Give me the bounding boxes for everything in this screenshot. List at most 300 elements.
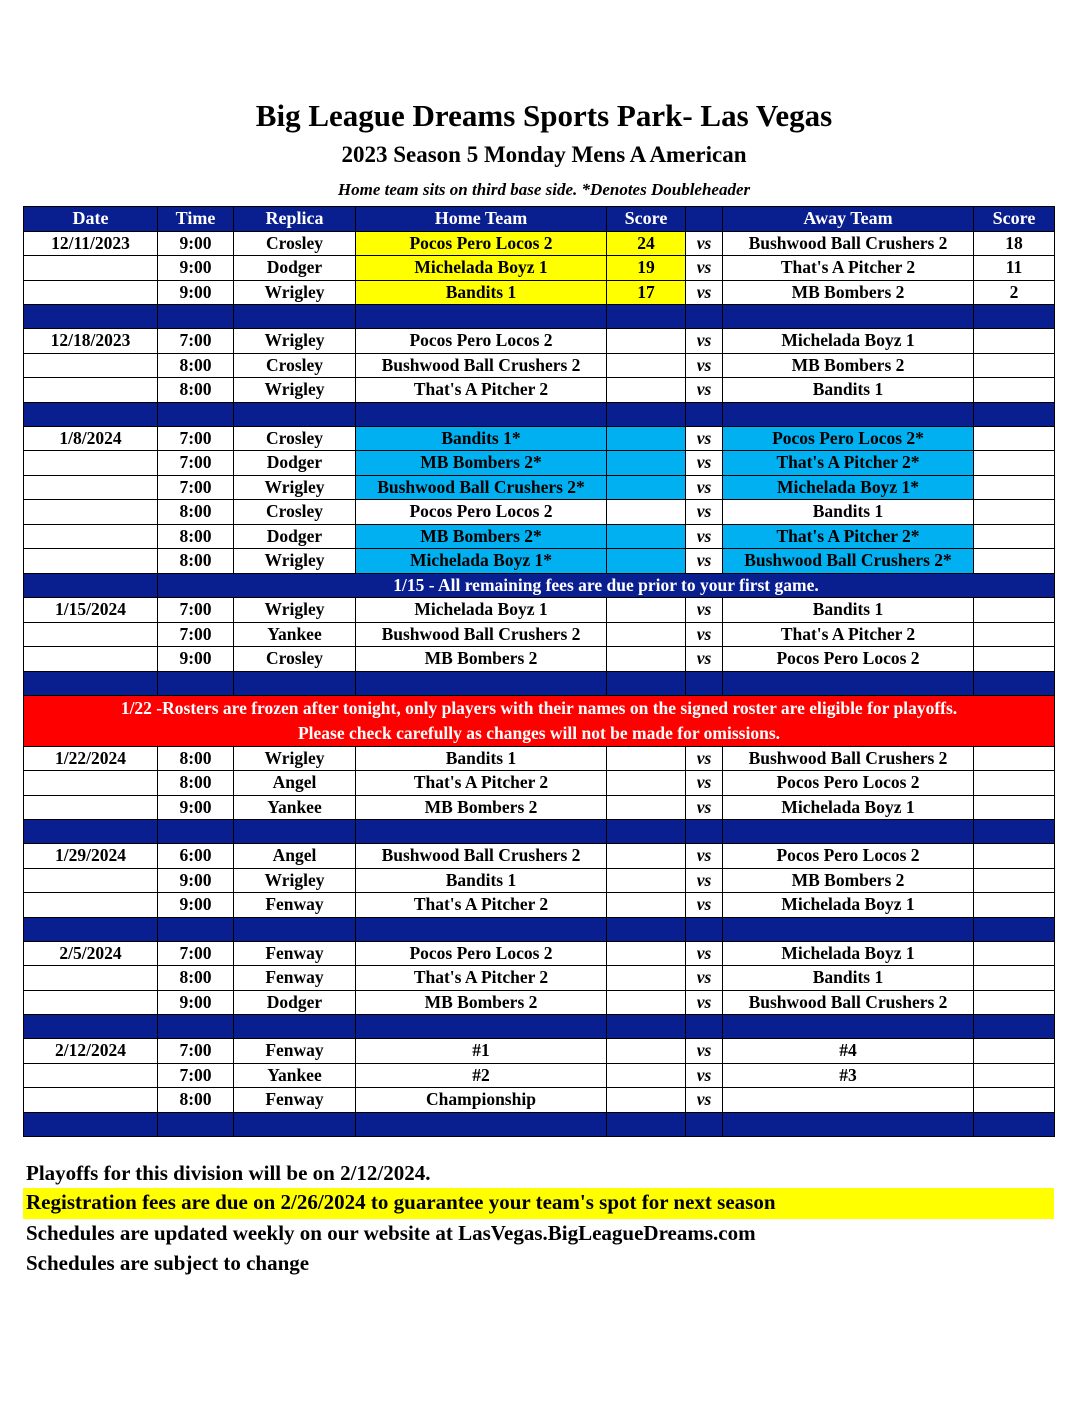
cell-time: 7:00 <box>158 451 234 476</box>
cell-time: 9:00 <box>158 868 234 893</box>
cell-time: 8:00 <box>158 1088 234 1113</box>
separator-cell <box>234 820 356 844</box>
cell-vs: vs <box>686 746 723 771</box>
cell-home-team: Michelada Boyz 1* <box>356 549 607 574</box>
cell-replica: Dodger <box>234 451 356 476</box>
footer-playoffs: Playoffs for this division will be on 2/12/2024. <box>26 1161 431 1185</box>
game-row <box>24 941 1055 966</box>
cell-away-score <box>974 1039 1055 1064</box>
cell-home-score <box>607 893 686 918</box>
cell-vs: vs <box>686 256 723 281</box>
separator-cell <box>723 402 974 426</box>
cell-away-score <box>974 451 1055 476</box>
cell-time: 9:00 <box>158 647 234 672</box>
separator-cell <box>158 402 234 426</box>
game-row <box>24 329 1055 354</box>
cell-home-team: That's A Pitcher 2 <box>356 378 607 403</box>
cell-date: 2/5/2024 <box>24 941 158 966</box>
cell-replica: Angel <box>234 844 356 869</box>
cell-home-score <box>607 622 686 647</box>
cell-home-team: Michelada Boyz 1 <box>356 598 607 623</box>
cell-time: 9:00 <box>158 893 234 918</box>
separator-cell <box>356 1112 607 1136</box>
separator-cell <box>234 1112 356 1136</box>
cell-home-score <box>607 795 686 820</box>
footer-website: Schedules are updated weekly on our website at LasVegas.BigLeagueDreams.com <box>26 1221 756 1245</box>
separator-cell <box>158 917 234 941</box>
cell-vs: vs <box>686 966 723 991</box>
cell-date <box>24 771 158 796</box>
cell-away-team: Bandits 1 <box>723 598 974 623</box>
cell-away-team: Michelada Boyz 1 <box>723 893 974 918</box>
cell-vs: vs <box>686 941 723 966</box>
cell-home-score <box>607 1088 686 1113</box>
cell-home-team: Bandits 1 <box>356 868 607 893</box>
cell-time: 7:00 <box>158 1063 234 1088</box>
separator-row <box>24 305 1055 329</box>
cell-vs: vs <box>686 378 723 403</box>
cell-away-score <box>974 329 1055 354</box>
cell-replica: Angel <box>234 771 356 796</box>
cell-home-team: Bushwood Ball Crushers 2 <box>356 844 607 869</box>
cell-replica: Crosley <box>234 647 356 672</box>
cell-time: 7:00 <box>158 329 234 354</box>
cell-home-score <box>607 378 686 403</box>
cell-away-score <box>974 378 1055 403</box>
cell-time: 8:00 <box>158 771 234 796</box>
cell-vs: vs <box>686 1063 723 1088</box>
cell-date <box>24 280 158 305</box>
cell-home-team: MB Bombers 2* <box>356 451 607 476</box>
cell-home-score: 19 <box>607 256 686 281</box>
cell-home-score <box>607 966 686 991</box>
cell-home-team: #2 <box>356 1063 607 1088</box>
game-row <box>24 549 1055 574</box>
footer-subject-to-change: Schedules are subject to change <box>26 1251 310 1275</box>
cell-home-score <box>607 941 686 966</box>
cell-away-team: #4 <box>723 1039 974 1064</box>
separator-cell <box>158 1015 234 1039</box>
cell-vs: vs <box>686 844 723 869</box>
cell-away-team: That's A Pitcher 2 <box>723 256 974 281</box>
cell-replica: Crosley <box>234 231 356 256</box>
game-row <box>24 795 1055 820</box>
cell-away-score <box>974 426 1055 451</box>
cell-away-score: 18 <box>974 231 1055 256</box>
separator-cell <box>974 1112 1055 1136</box>
cell-time: 9:00 <box>158 231 234 256</box>
cell-date <box>24 353 158 378</box>
separator-cell <box>356 305 607 329</box>
cell-replica: Crosley <box>234 500 356 525</box>
cell-away-score <box>974 622 1055 647</box>
separator-cell <box>24 402 158 426</box>
cell-home-score <box>607 500 686 525</box>
cell-home-team: #1 <box>356 1039 607 1064</box>
cell-away-score <box>974 893 1055 918</box>
cell-date <box>24 378 158 403</box>
cell-home-score: 17 <box>607 280 686 305</box>
cell-home-score <box>607 1063 686 1088</box>
cell-vs: vs <box>686 622 723 647</box>
cell-home-team: Bandits 1 <box>356 280 607 305</box>
cell-time: 9:00 <box>158 280 234 305</box>
separator-cell <box>607 1112 686 1136</box>
cell-time: 7:00 <box>158 941 234 966</box>
cell-vs: vs <box>686 1088 723 1113</box>
separator-cell <box>686 1112 723 1136</box>
separator-cell <box>974 1015 1055 1039</box>
cell-away-score <box>974 647 1055 672</box>
cell-date <box>24 256 158 281</box>
game-row <box>24 280 1055 305</box>
separator-cell <box>974 402 1055 426</box>
cell-home-team: Pocos Pero Locos 2 <box>356 231 607 256</box>
cell-date: 1/8/2024 <box>24 426 158 451</box>
game-row <box>24 622 1055 647</box>
game-row <box>24 353 1055 378</box>
footer-registration: Registration fees are due on 2/26/2024 to guarantee your team's spot for next season <box>23 1188 1054 1219</box>
cell-vs: vs <box>686 451 723 476</box>
game-row <box>24 746 1055 771</box>
separator-cell <box>234 305 356 329</box>
col-header-away-score: Score <box>974 207 1055 232</box>
cell-home-team: Bushwood Ball Crushers 2* <box>356 475 607 500</box>
cell-home-score <box>607 746 686 771</box>
cell-vs: vs <box>686 549 723 574</box>
separator-cell <box>24 671 158 695</box>
separator-cell <box>723 820 974 844</box>
cell-away-score <box>974 1063 1055 1088</box>
cell-away-score: 2 <box>974 280 1055 305</box>
separator-cell <box>686 1015 723 1039</box>
notice-spacer <box>24 573 158 598</box>
schedule-table <box>23 206 1055 1137</box>
notice-row <box>24 573 1055 598</box>
game-row <box>24 426 1055 451</box>
cell-time: 9:00 <box>158 990 234 1015</box>
game-row <box>24 844 1055 869</box>
separator-cell <box>686 305 723 329</box>
cell-away-team: MB Bombers 2 <box>723 280 974 305</box>
cell-date <box>24 893 158 918</box>
col-header-home-score: Score <box>607 207 686 232</box>
cell-time: 9:00 <box>158 256 234 281</box>
cell-away-score <box>974 771 1055 796</box>
cell-vs: vs <box>686 231 723 256</box>
separator-cell <box>974 671 1055 695</box>
separator-cell <box>356 402 607 426</box>
cell-away-team: Michelada Boyz 1* <box>723 475 974 500</box>
cell-time: 8:00 <box>158 353 234 378</box>
game-row <box>24 771 1055 796</box>
separator-row <box>24 1015 1055 1039</box>
separator-cell <box>356 820 607 844</box>
cell-home-score <box>607 771 686 796</box>
cell-time: 6:00 <box>158 844 234 869</box>
cell-time: 8:00 <box>158 549 234 574</box>
cell-away-score <box>974 868 1055 893</box>
cell-replica: Wrigley <box>234 475 356 500</box>
cell-date <box>24 451 158 476</box>
cell-away-team: Bandits 1 <box>723 966 974 991</box>
cell-away-score <box>974 746 1055 771</box>
cell-replica: Crosley <box>234 426 356 451</box>
cell-home-score: 24 <box>607 231 686 256</box>
cell-away-team: MB Bombers 2 <box>723 353 974 378</box>
cell-replica: Yankee <box>234 622 356 647</box>
cell-home-team: MB Bombers 2 <box>356 990 607 1015</box>
cell-vs: vs <box>686 647 723 672</box>
separator-cell <box>723 305 974 329</box>
separator-cell <box>158 305 234 329</box>
cell-home-team: That's A Pitcher 2 <box>356 966 607 991</box>
cell-away-team: Michelada Boyz 1 <box>723 941 974 966</box>
cell-away-score <box>974 524 1055 549</box>
separator-cell <box>24 305 158 329</box>
cell-time: 7:00 <box>158 475 234 500</box>
header-row <box>24 207 1055 232</box>
cell-date: 12/18/2023 <box>24 329 158 354</box>
separator-cell <box>723 917 974 941</box>
cell-home-team: Pocos Pero Locos 2 <box>356 500 607 525</box>
separator-cell <box>356 671 607 695</box>
cell-time: 7:00 <box>158 598 234 623</box>
cell-away-score <box>974 941 1055 966</box>
separator-cell <box>24 1015 158 1039</box>
cell-away-team: Michelada Boyz 1 <box>723 795 974 820</box>
cell-replica: Wrigley <box>234 746 356 771</box>
game-row <box>24 256 1055 281</box>
cell-replica: Wrigley <box>234 378 356 403</box>
separator-cell <box>24 820 158 844</box>
separator-cell <box>234 402 356 426</box>
game-row <box>24 966 1055 991</box>
cell-away-team: Pocos Pero Locos 2* <box>723 426 974 451</box>
cell-vs: vs <box>686 1039 723 1064</box>
cell-vs: vs <box>686 524 723 549</box>
cell-away-score <box>974 1088 1055 1113</box>
cell-vs: vs <box>686 353 723 378</box>
cell-home-score <box>607 353 686 378</box>
cell-vs: vs <box>686 329 723 354</box>
separator-cell <box>607 402 686 426</box>
cell-vs: vs <box>686 771 723 796</box>
separator-row <box>24 671 1055 695</box>
cell-replica: Dodger <box>234 990 356 1015</box>
cell-away-team: Michelada Boyz 1 <box>723 329 974 354</box>
cell-date <box>24 868 158 893</box>
separator-cell <box>234 917 356 941</box>
separator-cell <box>686 671 723 695</box>
separator-cell <box>234 671 356 695</box>
separator-cell <box>24 917 158 941</box>
cell-replica: Wrigley <box>234 549 356 574</box>
game-row <box>24 451 1055 476</box>
cell-replica: Yankee <box>234 1063 356 1088</box>
cell-time: 7:00 <box>158 622 234 647</box>
cell-away-team: Bushwood Ball Crushers 2 <box>723 746 974 771</box>
cell-away-score <box>974 990 1055 1015</box>
cell-replica: Wrigley <box>234 868 356 893</box>
game-row <box>24 378 1055 403</box>
notice-text: 1/15 - All remaining fees are due prior to your first game. <box>158 573 1055 598</box>
separator-cell <box>607 1015 686 1039</box>
col-header-home-team: Home Team <box>356 207 607 232</box>
separator-cell <box>356 1015 607 1039</box>
cell-home-team: Bushwood Ball Crushers 2 <box>356 353 607 378</box>
schedule-body <box>24 231 1055 1136</box>
game-row <box>24 500 1055 525</box>
cell-replica: Fenway <box>234 893 356 918</box>
separator-cell <box>723 1015 974 1039</box>
page-subtitle: 2023 Season 5 Monday Mens A American <box>341 142 747 167</box>
cell-home-score <box>607 1039 686 1064</box>
cell-date: 12/11/2023 <box>24 231 158 256</box>
cell-home-score <box>607 990 686 1015</box>
cell-away-team: Pocos Pero Locos 2 <box>723 647 974 672</box>
separator-row <box>24 917 1055 941</box>
cell-date <box>24 966 158 991</box>
game-row <box>24 524 1055 549</box>
separator-cell <box>158 1112 234 1136</box>
cell-date <box>24 549 158 574</box>
cell-home-score <box>607 524 686 549</box>
cell-away-team: MB Bombers 2 <box>723 868 974 893</box>
cell-away-team: That's A Pitcher 2 <box>723 622 974 647</box>
cell-home-team: MB Bombers 2 <box>356 795 607 820</box>
game-row <box>24 893 1055 918</box>
game-row <box>24 647 1055 672</box>
separator-cell <box>607 671 686 695</box>
cell-date <box>24 622 158 647</box>
cell-date <box>24 500 158 525</box>
separator-cell <box>686 402 723 426</box>
cell-away-score: 11 <box>974 256 1055 281</box>
separator-cell <box>974 917 1055 941</box>
cell-time: 8:00 <box>158 378 234 403</box>
cell-time: 7:00 <box>158 1039 234 1064</box>
cell-home-team: Bushwood Ball Crushers 2 <box>356 622 607 647</box>
cell-date <box>24 647 158 672</box>
cell-replica: Fenway <box>234 966 356 991</box>
cell-away-team <box>723 1088 974 1113</box>
separator-row <box>24 820 1055 844</box>
separator-cell <box>607 820 686 844</box>
separator-cell <box>356 917 607 941</box>
cell-vs: vs <box>686 868 723 893</box>
cell-replica: Fenway <box>234 1088 356 1113</box>
cell-away-score <box>974 475 1055 500</box>
cell-home-score <box>607 475 686 500</box>
cell-time: 9:00 <box>158 795 234 820</box>
cell-home-team: MB Bombers 2 <box>356 647 607 672</box>
separator-cell <box>686 917 723 941</box>
cell-home-team: That's A Pitcher 2 <box>356 893 607 918</box>
cell-replica: Dodger <box>234 524 356 549</box>
cell-vs: vs <box>686 795 723 820</box>
separator-cell <box>607 305 686 329</box>
game-row <box>24 990 1055 1015</box>
separator-cell <box>974 820 1055 844</box>
alert-text-line1: 1/22 -Rosters are frozen after tonight, only players with their names on the signed roster are eligible for playoffs. <box>120 697 958 718</box>
cell-away-team: Bandits 1 <box>723 378 974 403</box>
separator-row <box>24 402 1055 426</box>
cell-away-score <box>974 598 1055 623</box>
separator-cell <box>686 820 723 844</box>
game-row <box>24 868 1055 893</box>
cell-time: 8:00 <box>158 500 234 525</box>
cell-vs: vs <box>686 500 723 525</box>
cell-date <box>24 795 158 820</box>
cell-away-team: Bushwood Ball Crushers 2 <box>723 990 974 1015</box>
cell-date: 1/15/2024 <box>24 598 158 623</box>
alert-row <box>24 695 1055 746</box>
separator-cell <box>158 671 234 695</box>
cell-home-score <box>607 329 686 354</box>
cell-home-team: Bandits 1 <box>356 746 607 771</box>
game-row <box>24 231 1055 256</box>
cell-away-team: Bandits 1 <box>723 500 974 525</box>
cell-away-score <box>974 549 1055 574</box>
cell-home-team: Pocos Pero Locos 2 <box>356 329 607 354</box>
cell-replica: Wrigley <box>234 598 356 623</box>
cell-time: 8:00 <box>158 746 234 771</box>
cell-away-team: Bushwood Ball Crushers 2 <box>723 231 974 256</box>
cell-home-score <box>607 549 686 574</box>
col-header-date: Date <box>24 207 158 232</box>
cell-home-score <box>607 844 686 869</box>
cell-away-score <box>974 353 1055 378</box>
page-title: Big League Dreams Sports Park- Las Vegas <box>255 98 833 133</box>
alert-text-line2: Please check carefully as changes will not be made for omissions. <box>297 722 781 743</box>
page-note: Home team sits on third base side. *Denotes Doubleheader <box>337 180 751 199</box>
game-row <box>24 1063 1055 1088</box>
cell-vs: vs <box>686 893 723 918</box>
col-header-away-team: Away Team <box>723 207 974 232</box>
alert-cell <box>24 695 1055 746</box>
cell-home-team: Michelada Boyz 1 <box>356 256 607 281</box>
cell-replica: Wrigley <box>234 329 356 354</box>
cell-away-team: That's A Pitcher 2* <box>723 451 974 476</box>
cell-date: 1/29/2024 <box>24 844 158 869</box>
cell-replica: Dodger <box>234 256 356 281</box>
cell-date: 2/12/2024 <box>24 1039 158 1064</box>
cell-home-score <box>607 647 686 672</box>
separator-cell <box>723 671 974 695</box>
game-row <box>24 598 1055 623</box>
cell-away-score <box>974 844 1055 869</box>
separator-cell <box>24 1112 158 1136</box>
cell-replica: Yankee <box>234 795 356 820</box>
separator-cell <box>607 917 686 941</box>
cell-date <box>24 990 158 1015</box>
cell-replica: Fenway <box>234 941 356 966</box>
cell-away-score <box>974 795 1055 820</box>
cell-date <box>24 475 158 500</box>
cell-replica: Wrigley <box>234 280 356 305</box>
cell-date <box>24 524 158 549</box>
cell-away-team: #3 <box>723 1063 974 1088</box>
cell-away-team: Bushwood Ball Crushers 2* <box>723 549 974 574</box>
cell-time: 7:00 <box>158 426 234 451</box>
cell-home-score <box>607 426 686 451</box>
cell-away-team: That's A Pitcher 2* <box>723 524 974 549</box>
cell-date: 1/22/2024 <box>24 746 158 771</box>
cell-replica: Crosley <box>234 353 356 378</box>
separator-cell <box>723 1112 974 1136</box>
cell-vs: vs <box>686 475 723 500</box>
